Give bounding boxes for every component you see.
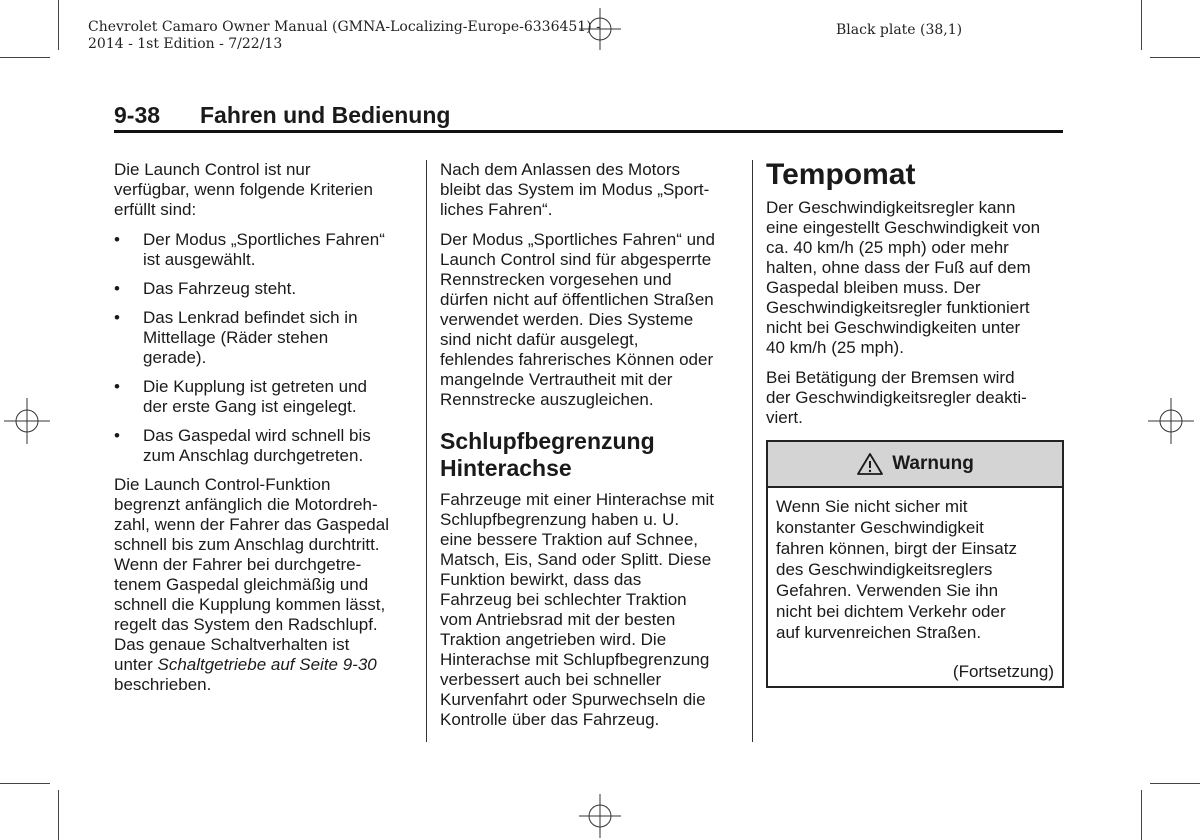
text-line: Das Gaspedal wird schnell bis (143, 426, 371, 445)
text-line: nicht bei Geschwindigkeiten unter (766, 318, 1021, 337)
list-item (114, 279, 414, 299)
criteria-list (114, 230, 414, 466)
print-meta-line: 2014 - 1st Edition - 7/22/13 (88, 36, 283, 52)
list-item (114, 230, 414, 270)
warning-header (768, 442, 1062, 488)
text-line: schnell bis zum Anschlag durchtritt. (114, 535, 380, 554)
text-line: tenem Gaspedal gleichmäßig und (114, 575, 369, 594)
crop-mark (58, 790, 59, 840)
text-line: der erste Gang ist eingelegt. (143, 397, 357, 416)
text-line: viert. (766, 408, 803, 427)
column-launch-control (114, 160, 414, 705)
text-line: Der Geschwindigkeitsregler kann (766, 198, 1016, 217)
text-line: Das Lenkrad befindet sich in (143, 308, 358, 327)
crop-mark (0, 783, 50, 784)
body-paragraph (766, 198, 1066, 358)
text-line: Funktion bewirkt, dass das (440, 570, 642, 589)
text-line: Matsch, Eis, Sand oder Splitt. Diese (440, 550, 712, 569)
text-line: Wenn Sie nicht sicher mit (776, 497, 968, 516)
text-line: Hinterachse mit Schlupfbegrenzung (440, 650, 710, 669)
text-line: Rennstrecke auszugleichen. (440, 390, 654, 409)
text-line: Das Fahrzeug steht. (143, 279, 297, 298)
crop-mark (1150, 783, 1200, 784)
text-line: Kontrolle über das Fahrzeug. (440, 710, 660, 729)
body-paragraph (114, 475, 414, 695)
bullet-icon: • (114, 426, 120, 445)
text-line: unter (114, 655, 158, 674)
text-line: Bei Betätigung der Bremsen wird (766, 368, 1015, 387)
text-line: eine bessere Traktion auf Schnee, (440, 530, 698, 549)
text-line: zum Anschlag durchgetreten. (143, 446, 364, 465)
page-header (114, 100, 1063, 133)
text-line: 40 km/h (25 mph). (766, 338, 904, 357)
crop-mark (0, 57, 50, 58)
print-meta-right: Black plate (38,1) (836, 22, 963, 38)
crop-mark (1141, 0, 1142, 50)
body-paragraph (440, 160, 740, 220)
text-line: vom Antriebsrad mit der besten (440, 610, 676, 629)
text-line: Die Launch Control ist nur (114, 160, 311, 179)
text-line: verfügbar, wenn folgende Kriterien (114, 180, 373, 199)
crop-mark (1150, 57, 1200, 58)
text-line: Gaspedal bleiben muss. Der (766, 278, 981, 297)
list-item (114, 308, 414, 368)
text-line: des Geschwindigkeitsreglers (776, 560, 993, 579)
text-line: Fahrzeuge mit einer Hinterachse mit (440, 490, 715, 509)
text-line: eine eingestellt Geschwindigkeit von (766, 218, 1041, 237)
text-line: ist ausgewählt. (143, 250, 256, 269)
text-line: sind nicht dafür ausgelegt, (440, 330, 639, 349)
text-line: fahren können, birgt der Einsatz (776, 539, 1017, 558)
column-divider (752, 160, 753, 742)
bullet-icon: • (114, 279, 120, 298)
text-line: Launch Control sind für abgesperrte (440, 250, 712, 269)
heading-line: Schlupfbegrenzung (440, 428, 655, 454)
warning-body (768, 488, 1062, 686)
text-line: liches Fahren“. (440, 200, 553, 219)
text-line: verbessert auch bei schneller (440, 670, 662, 689)
text-line: bleibt das System im Modus „Sport- (440, 180, 710, 199)
heading-line: Hinterachse (440, 455, 572, 481)
text-line: Die Launch Control-Funktion (114, 475, 331, 494)
column-cruise-control (766, 158, 1066, 688)
text-line: nicht bei dichtem Verkehr oder (776, 602, 1006, 621)
warning-box (766, 440, 1064, 688)
continued-note: (Fortsetzung) (952, 662, 1054, 681)
registration-mark-icon (4, 398, 50, 444)
text-line: dürfen nicht auf öffentlichen Straßen (440, 290, 714, 309)
text-line: ca. 40 km/h (25 mph) oder mehr (766, 238, 1009, 257)
list-item (114, 377, 414, 417)
text-line: halten, ohne dass der Fuß auf dem (766, 258, 1031, 277)
text-line: zahl, wenn der Fahrer das Gaspedal (114, 515, 389, 534)
body-paragraph (766, 368, 1066, 428)
text-line: Der Modus „Sportliches Fahren“ (143, 230, 385, 249)
registration-mark-icon (1148, 398, 1194, 444)
warning-triangle-icon (856, 452, 884, 476)
column-limited-slip (440, 160, 740, 740)
column-divider (426, 160, 427, 742)
body-paragraph (440, 230, 740, 410)
text-line: Geschwindigkeitsregler funktioniert (766, 298, 1030, 317)
text-line: beschrieben. (114, 675, 212, 694)
text-line: Traktion angetrieben wird. Die (440, 630, 667, 649)
bullet-icon: • (114, 377, 120, 396)
section-subheading (440, 428, 740, 482)
text-line: konstanter Geschwindigkeit (776, 518, 984, 537)
crop-mark (1141, 790, 1142, 840)
text-line: Das genaue Schaltverhalten ist (114, 635, 350, 654)
text-line: begrenzt anfänglich die Motordreh- (114, 495, 378, 514)
page-number: 9-38 (114, 102, 161, 128)
text-line: Wenn der Fahrer bei durchgetre- (114, 555, 362, 574)
text-line: Gefahren. Verwenden Sie ihn (776, 581, 999, 600)
text-line: erfüllt sind: (114, 200, 197, 219)
text-line: regelt das System den Radschlupf. (114, 615, 378, 634)
bullet-icon: • (114, 308, 120, 327)
bullet-icon: • (114, 230, 120, 249)
list-item (114, 426, 414, 466)
text-line: schnell die Kupplung kommen lässt, (114, 595, 386, 614)
text-line: gerade). (143, 348, 207, 367)
text-line: Der Modus „Sportliches Fahren“ und (440, 230, 715, 249)
print-meta-line: Chevrolet Camaro Owner Manual (GMNA-Localizing-Europe-6336451) - (88, 19, 601, 35)
section-heading: Tempomat (766, 158, 916, 191)
text-line: auf kurvenreichen Straßen. (776, 623, 982, 642)
text-line: Schlupfbegrenzung haben u. U. (440, 510, 680, 529)
body-paragraph (440, 490, 740, 730)
text-line: Die Kupplung ist getreten und (143, 377, 367, 396)
registration-mark-icon (575, 794, 625, 838)
print-meta-left (88, 19, 601, 53)
text-line: Mittellage (Räder stehen (143, 328, 329, 347)
intro-paragraph (114, 160, 414, 220)
text-line: Rennstrecken vorgesehen und (440, 270, 672, 289)
text-line: Fahrzeug bei schlechter Traktion (440, 590, 687, 609)
text-line: der Geschwindigkeitsregler deakti- (766, 388, 1027, 407)
text-line: Kurvenfahrt oder Spurwechseln die (440, 690, 706, 709)
crop-mark (58, 0, 59, 50)
text-line: fehlendes fahrerisches Können oder (440, 350, 714, 369)
text-line: verwendet werden. Dies Systeme (440, 310, 694, 329)
warning-title: Warnung (892, 453, 974, 474)
chapter-title: Fahren und Bedienung (200, 102, 451, 128)
cross-reference-link[interactable]: Schaltgetriebe auf Seite 9-30 (157, 655, 377, 674)
text-line: Nach dem Anlassen des Motors (440, 160, 681, 179)
text-line: mangelnde Vertrautheit mit der (440, 370, 673, 389)
registration-mark-icon (575, 8, 625, 50)
